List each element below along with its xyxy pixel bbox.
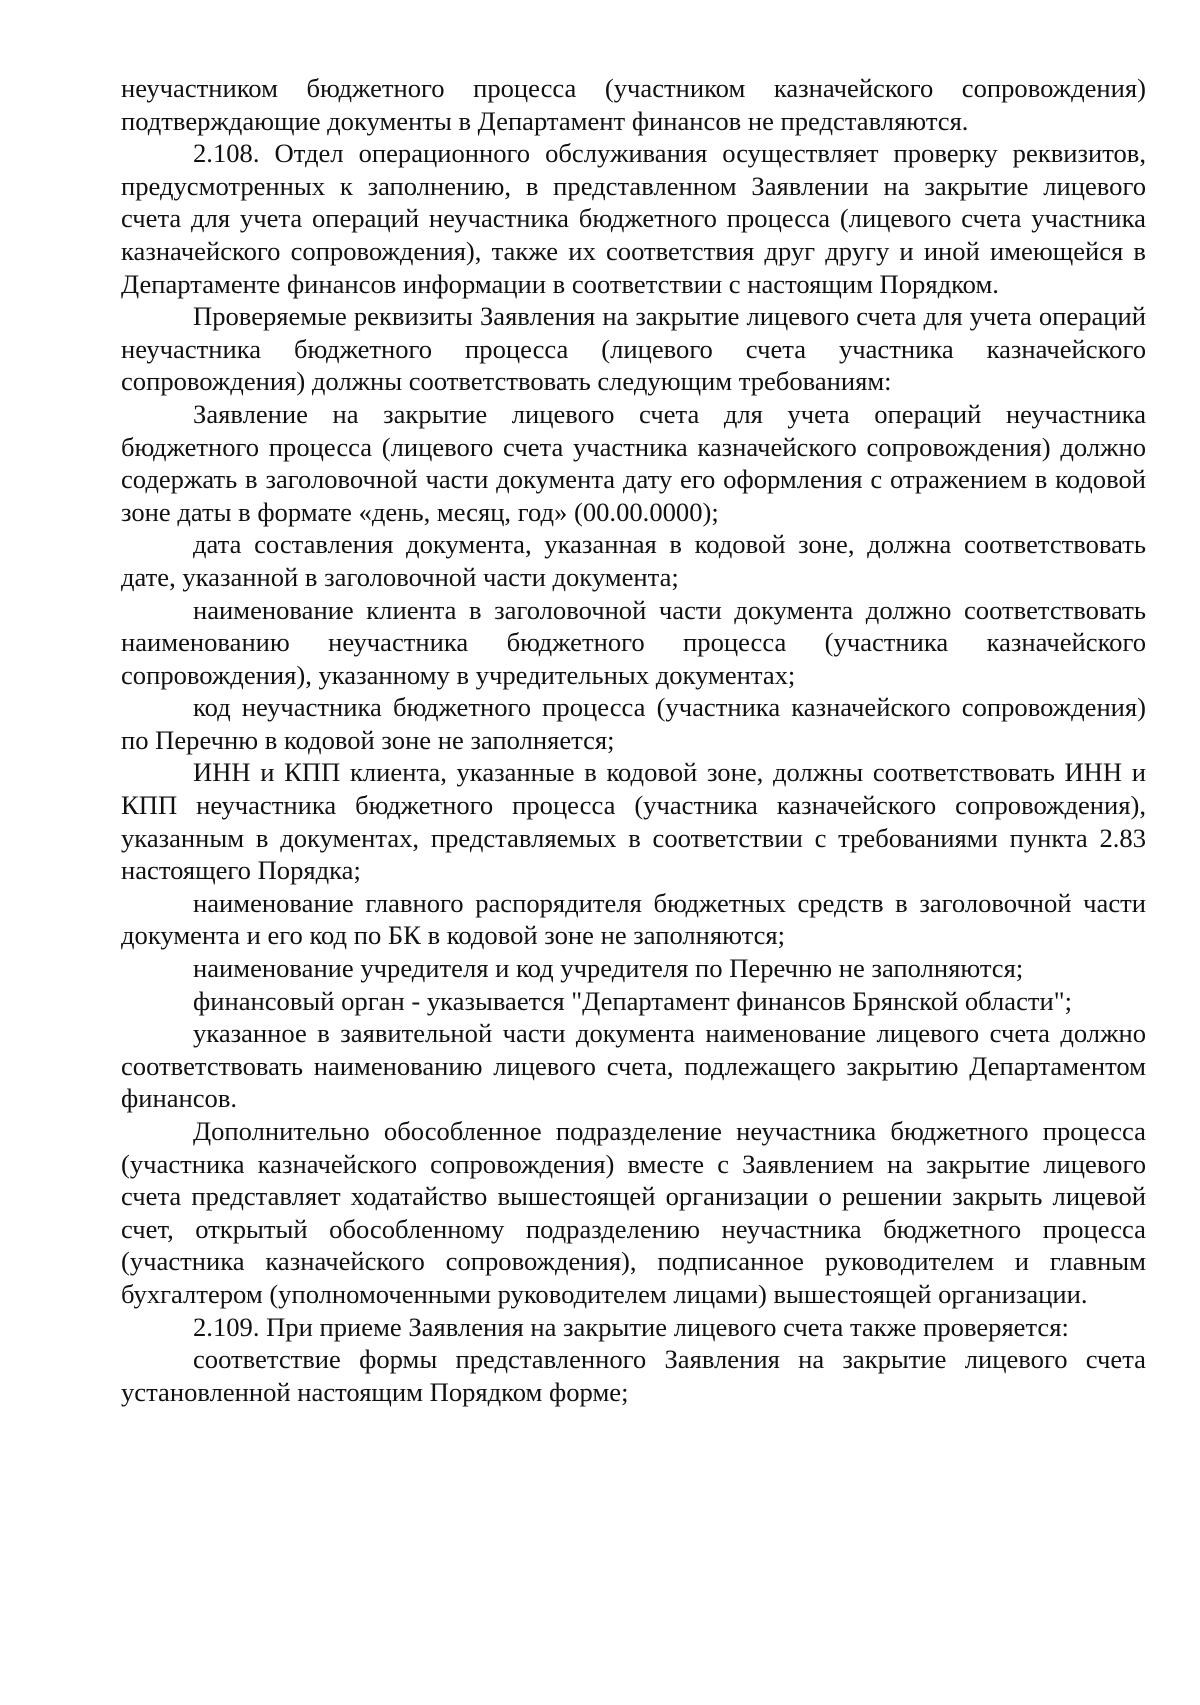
- paragraph-requirements-intro: Проверяемые реквизиты Заявления на закрытие лицевого счета для учета операций неучастника бюджетного процесса (лицевого счета участника казначейского сопровождения) должны соответствовать следующим требованиям:: [121, 301, 1146, 397]
- paragraph-main-manager: наименование главного распорядителя бюджетных средств в заголовочной части документа и его код по БК в кодовой зоне не заполняются;: [121, 887, 1146, 951]
- document-page: [121, 72, 1146, 1408]
- paragraph-client-name: наименование клиента в заголовочной части документа должно соответствовать наименованию неучастника бюджетного процесса (участника казначейского сопровождения), указанному в учредительных документах;: [121, 594, 1146, 690]
- paragraph-founder: наименование учредителя и код учредителя по Перечню не заполняются;: [193, 953, 1024, 984]
- paragraph-account-name: указанное в заявительной части документа наименование лицевого счета должно соответствовать наименованию лицевого счета, подлежащего закрытию Департаментом финансов.: [121, 1018, 1146, 1114]
- paragraph-continuation: неучастником бюджетного процесса (участником казначейского сопровождения) подтверждающие документы в Департамент финансов не представляются.: [121, 73, 1146, 136]
- paragraph-subdivision-petition: Дополнительно обособленное подразделение неучастника бюджетного процесса (участника казначейского сопровождения) вместе с Заявлением на закрытие лицевого счета представляет ходатайство вышестоящей организации о решении закрыть лицевой счет, открытый обособленному подразделению неучастника бюджетного процесса (участника казначейского сопровождения), подписанное руководителем и главным бухгалтером (уполномоченными руководителем лицами) вышестоящей организации.: [121, 1116, 1146, 1309]
- paragraph-date-match: дата составления документа, указанная в кодовой зоне, должна соответствовать дате, указанной в заголовочной части документа;: [121, 529, 1146, 592]
- paragraph-2-108: 2.108. Отдел операционного обслуживания осуществляет проверку реквизитов, предусмотренных к заполнению, в представленном Заявлении на закрытие лицевого счета для учета операций неучастника бюджетного процесса (лицевого счета участника казначейского сопровождения), также их соответствия друг другу и иной имеющейся в Департаменте финансов информации в соответствии с настоящим Порядком.: [121, 138, 1146, 299]
- paragraph-client-code: код неучастника бюджетного процесса (участника казначейского сопровождения) по Перечню в кодовой зоне не заполняется;: [121, 692, 1146, 755]
- paragraph-form-compliance: соответствие формы представленного Заявления на закрытие лицевого счета установленной настоящим Порядком форме;: [121, 1344, 1146, 1407]
- paragraph-inn-kpp: ИНН и КПП клиента, указанные в кодовой зоне, должны соответствовать ИНН и КПП неучастника бюджетного процесса (участника казначейского сопровождения), указанным в документах, представляемых в соответствии с требованиями пункта 2.83 настоящего Порядка;: [121, 757, 1146, 886]
- paragraph-2-109: 2.109. При приеме Заявления на закрытие лицевого счета также проверяется:: [193, 1311, 1069, 1342]
- paragraph-financial-body: финансовый орган - указывается "Департамент финансов Брянской области";: [193, 985, 1073, 1016]
- paragraph-date-format: Заявление на закрытие лицевого счета для учета операций неучастника бюджетного процесса (лицевого счета участника казначейского сопровождения) должно содержать в заголовочной части документа дату его оформления с отражением в кодовой зоне даты в формате «день, месяц, год» (00.00.0000);: [121, 398, 1146, 527]
